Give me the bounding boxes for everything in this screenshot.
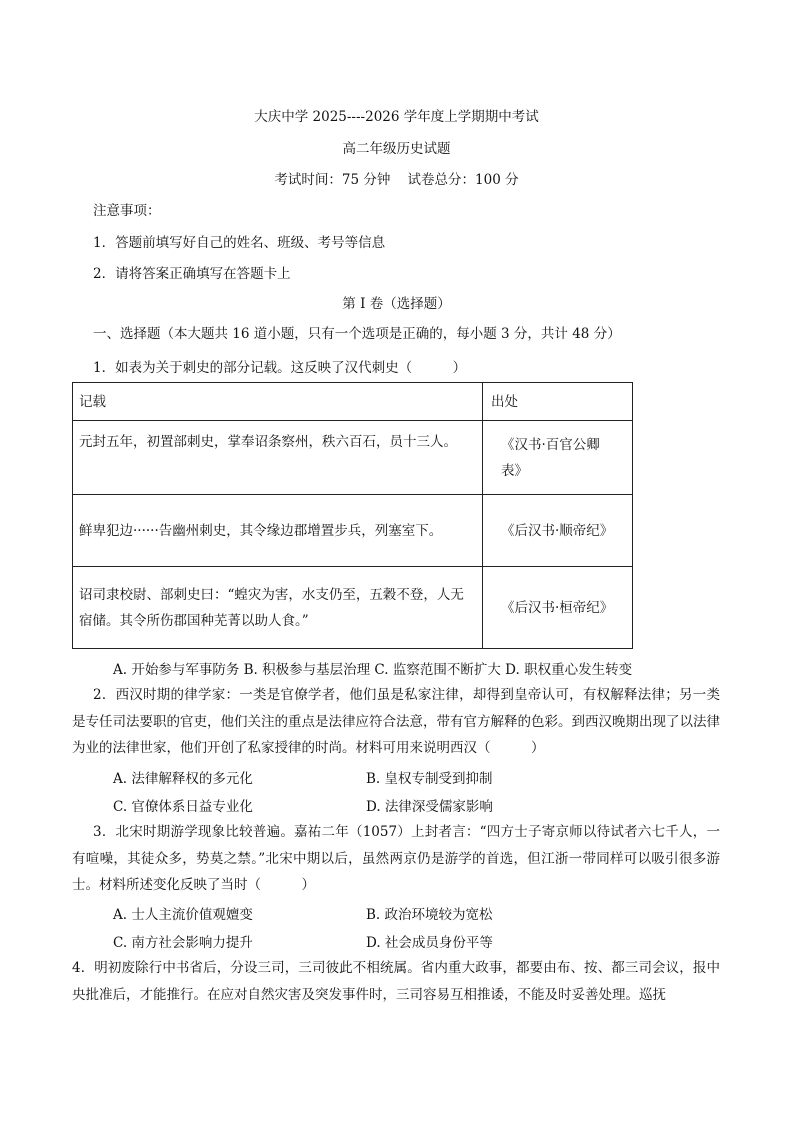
table-header-row (73, 383, 633, 421)
question-1-stem: 1．如表为关于刺史的部分记载。这反映了汉代刺史（ ） (93, 360, 467, 376)
table-row (73, 421, 633, 495)
question-3-stem: 3．北宋时期游学现象比较普遍。嘉祐二年（1057）上封者言：“四方士子寄京师以待试者六七千人，一有喧噪，其徒众多，势莫之禁。”北宋中期以后，虽然两京仍是游学的首选，但江浙一带同样可以吸引很多游士。材料所述变化反映了当时（ ） (72, 824, 720, 893)
question-4-stem: 4．明初废除行中书省后，分设三司，三司彼此不相统属。省内重大政事，都要由布、按、都三司会议，报中央批准后，才能推行。在应对自然灾害及突发事件时，三司容易互相推诿，不能及时妥善处理。巡抚 (72, 960, 720, 1003)
section-instructions: 一、选择题（本大题共 16 道小题，只有一个选项是正确的，每小题 3 分，共计 48 分） (93, 326, 621, 342)
notice-item: 2．请将答案正确填写在答题卡上 (93, 266, 291, 282)
section-title: 第 I 卷（选择题） (342, 296, 451, 312)
question-3-option-b: B. 政治环境较为宽松 (366, 907, 493, 923)
question-2-option-d: D. 法律深受儒家影响 (366, 799, 493, 815)
question-2-option-a: A. 法律解释权的多元化 (113, 771, 253, 787)
table-cell-record: 鲜卑犯边······告幽州刺史，其令缘边郡增置步兵，列塞室下。 (73, 495, 483, 567)
question-1-options: A. 开始参与军事防务 B. 积极参与基层治理 C. 监察范围不断扩大 D. 职权重心发生转变 (113, 662, 633, 678)
total-score: 试卷总分：100 分 (407, 172, 519, 188)
exam-subject-title: 高二年级历史试题 (342, 141, 451, 157)
table-cell-source: 《后汉书·顺帝纪》 (483, 495, 633, 567)
table-header-source: 出处 (483, 383, 633, 421)
table-cell-record: 元封五年，初置部刺史，掌奉诏条察州，秩六百石，员十三人。 (73, 421, 483, 495)
exam-time: 考试时间：75 分钟 (274, 172, 391, 188)
notice-title: 注意事项： (93, 203, 161, 219)
record-table (72, 382, 633, 649)
table-row (73, 567, 633, 649)
question-3-option-d: D. 社会成员身份平等 (366, 935, 493, 951)
table-cell-record: 诏司隶校尉、部刺史曰：“蝗灾为害，水支仍至，五穀不登，人无宿储。其令所伤郡国种芜菁以助人食。” (73, 567, 483, 649)
question-2-option-c: C. 官僚体系日益专业化 (113, 799, 253, 815)
exam-school-line: 大庆中学 2025----2026 学年度上学期期中考试 (254, 109, 539, 125)
question-3-option-a: A. 士人主流价值观嬗变 (113, 907, 253, 923)
question-2-stem: 2．西汉时期的律学家：一类是官僚学者，他们虽是私家注律，却得到皇帝认可，有权解释法律；另一类是专任司法要职的官吏，他们关注的重点是法律应符合法意，带有官方解释的色彩。到西汉晚期出现了以法律为业的法律世家，他们开创了私家授律的时尚。材料可用来说明西汉（ ） (72, 687, 720, 756)
exam-meta (0, 168, 793, 188)
table-cell-source: 《汉书·百官公卿表》 (483, 421, 633, 495)
table-cell-source: 《后汉书·桓帝纪》 (483, 567, 633, 649)
table-row (73, 495, 633, 567)
notice-item: 1．答题前填写好自己的姓名、班级、考号等信息 (93, 235, 386, 251)
question-3-option-c: C. 南方社会影响力提升 (113, 935, 253, 951)
question-2-option-b: B. 皇权专制受到抑制 (366, 771, 493, 787)
table-header-record: 记载 (73, 383, 483, 421)
